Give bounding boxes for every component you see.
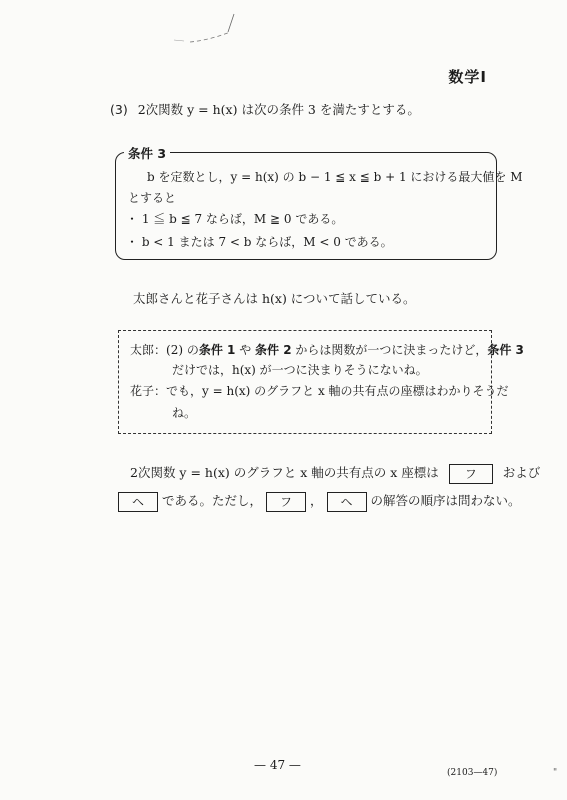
condition-line-1: b を定数とし，y = h(x) の b − 1 ≦ x ≦ b + 1 における最大値を M xyxy=(147,170,523,184)
taro-cond2: 条件 2 xyxy=(255,343,292,357)
taro-line-2: だけでは，h(x) が一つに決まりそうにないね。 xyxy=(172,363,428,377)
taro-text-a: (2) の xyxy=(166,343,199,357)
answer-ref-fu: フ xyxy=(266,492,306,512)
condition-bullet-2: ・ b < 1 または 7 < b ならば，M < 0 である。 xyxy=(126,235,393,249)
page-number: — 47 — xyxy=(254,758,301,772)
answer-ref-he: ヘ xyxy=(327,492,367,512)
taro-text-c: からは関数が一つに決まったけど， xyxy=(291,343,488,357)
exam-code: (2103—47) xyxy=(447,768,498,778)
answer-text-b: および xyxy=(502,465,541,480)
answer-blank-he[interactable]: ヘ xyxy=(118,492,158,512)
taro-line-1 xyxy=(130,341,524,358)
hanako-label: 花子： xyxy=(130,384,167,398)
answer-text-a: 2次関数 y = h(x) のグラフと x 軸の共有点の x 座標は xyxy=(130,465,439,480)
scan-pencil-marks xyxy=(170,10,250,50)
hanako-line-1 xyxy=(130,382,509,399)
taro-label: 太郎： xyxy=(130,343,167,357)
question-intro xyxy=(110,100,420,118)
subject-title: 数学Ⅰ xyxy=(448,68,487,86)
answer-sep: ， xyxy=(310,493,323,508)
question-intro-text: 2次関数 y = h(x) は次の条件 3 を満たすとする。 xyxy=(137,102,420,117)
condition-title: 条件 3 xyxy=(124,144,170,162)
answer-text-d: の解答の順序は問わない。 xyxy=(370,493,521,508)
corner-mark: " xyxy=(553,768,558,778)
question-number: (3) xyxy=(110,102,128,117)
answer-text-c: である。ただし， xyxy=(162,493,263,508)
taro-text-b: や xyxy=(235,343,256,357)
hanako-line-2: ね。 xyxy=(172,406,197,420)
answer-line-2 xyxy=(118,491,521,512)
talk-intro: 太郎さんと花子さんは h(x) について話している。 xyxy=(133,291,416,306)
condition-line-2: とすると xyxy=(128,191,177,205)
taro-cond1: 条件 1 xyxy=(198,343,236,357)
condition-bullet-1: ・ 1 ≦ b ≦ 7 ならば，M ≧ 0 である。 xyxy=(126,212,344,226)
answer-line-1 xyxy=(130,463,540,484)
taro-cond3: 条件 3 xyxy=(487,343,524,357)
hanako-text-a: でも，y = h(x) のグラフと x 軸の共有点の座標はわかりそうだ xyxy=(166,384,509,398)
answer-blank-fu[interactable]: フ xyxy=(449,464,493,484)
